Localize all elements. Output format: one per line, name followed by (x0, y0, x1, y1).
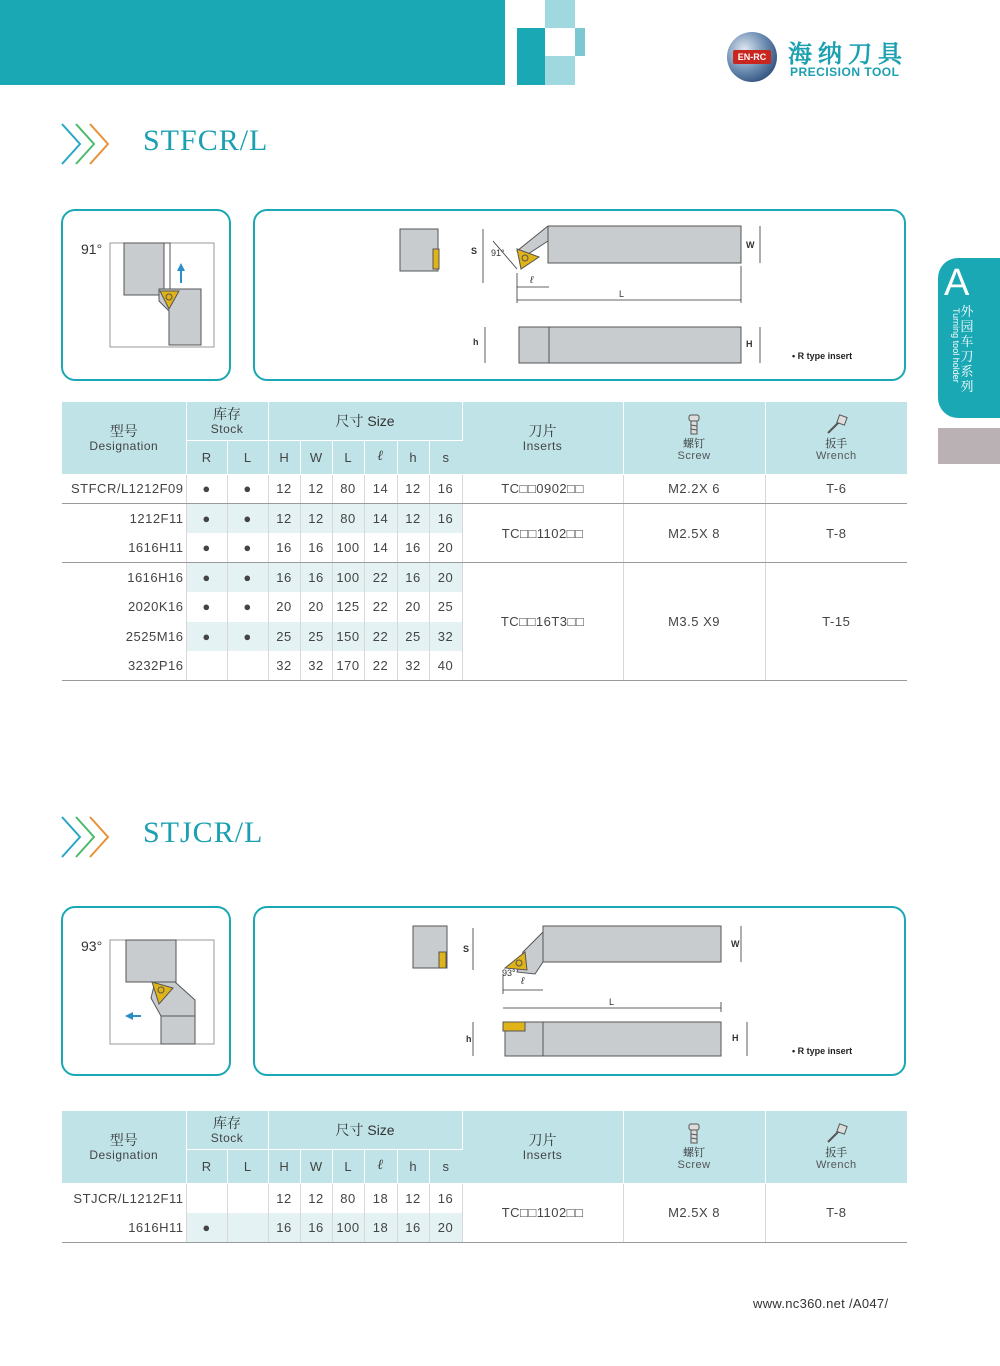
dim-label-s: S (463, 944, 470, 954)
dim-label-angle: 93° (502, 968, 516, 978)
header-deco-square (575, 28, 585, 56)
col-stock-l: L (227, 440, 268, 474)
header-band (0, 0, 505, 85)
col-dim-l: ℓ (364, 1149, 397, 1183)
screw-spec: M3.5 X9 (623, 563, 765, 681)
col-designation: 型号 Designation (62, 1111, 186, 1183)
angle-label: 91° (81, 241, 103, 257)
side-tab-en: Turning tool holder (951, 308, 961, 383)
wrench-icon (824, 1123, 848, 1145)
section-title: STJCR/L (143, 816, 264, 849)
col-screw: 螺钉 Screw (623, 1111, 765, 1183)
col-dim-s: s (429, 440, 462, 474)
screw-icon (686, 414, 702, 436)
table-row: 1616H11 ● ● 16 16 100 14 16 20 (62, 533, 907, 563)
side-tab-cn: 外园车刀系列 (960, 305, 974, 395)
col-dim-W: W (300, 1149, 332, 1183)
tool-drawing-box (253, 906, 906, 1076)
screw-icon (686, 1123, 702, 1145)
col-dim-s: s (429, 1149, 462, 1183)
col-screw: 螺钉 Screw (623, 402, 765, 474)
wrench-icon (824, 414, 848, 436)
screw-spec: M2.5X 8 (623, 1183, 765, 1242)
table-row: STJCR/L1212F11 12 12 80 18 12 16 TC□□1102□□ M2.5X 8 T-8 (62, 1183, 907, 1213)
header-deco-square (545, 56, 575, 85)
screw-spec: M2.2X 6 (623, 474, 765, 504)
col-inserts: 刀片 Inserts (462, 402, 623, 474)
col-dim-W: W (300, 440, 332, 474)
col-wrench: 扳手 Wrench (765, 402, 907, 474)
brand-name-en: PRECISION TOOL (790, 65, 900, 79)
spec-table (62, 1111, 907, 1243)
col-dim-H: H (268, 440, 300, 474)
table-row: STFCR/L1212F09 ● ● 12 12 80 14 12 16 TC□□0902□□ M2.2X 6 T-6 (62, 474, 907, 504)
dim-label-length: L (609, 997, 615, 1007)
footer-page-url: www.nc360.net /A047/ (753, 1296, 889, 1311)
angle-diagram (63, 908, 233, 1078)
dim-label-width: W (731, 939, 740, 949)
wrench-spec: T-6 (765, 474, 907, 504)
col-dim-H: H (268, 1149, 300, 1183)
dim-label-h-small: h (473, 337, 479, 347)
col-inserts: 刀片 Inserts (462, 1111, 623, 1183)
section-title: STFCR/L (143, 124, 269, 157)
angle-diagram (63, 211, 233, 383)
chevron-arrows-icon (58, 813, 118, 863)
insert-code: TC□□0902□□ (462, 474, 623, 504)
col-dim-L: L (332, 1149, 364, 1183)
dim-label-l-small: ℓ (530, 275, 534, 286)
col-stock: 库存 Stock (186, 402, 268, 440)
dim-label-height: H (746, 339, 753, 349)
chevron-arrows-icon (58, 120, 118, 170)
wrench-spec: T-8 (765, 1183, 907, 1242)
col-stock-l: L (227, 1149, 268, 1183)
col-size: 尺寸 Size (268, 1111, 462, 1149)
table-row: 1212F11 ● ● 12 12 80 14 12 16 TC□□1102□□ M2.5X 8 T-8 (62, 504, 907, 534)
col-stock-r: R (186, 1149, 227, 1183)
tool-drawing-box (253, 209, 906, 381)
col-dim-L: L (332, 440, 364, 474)
wrench-spec: T-15 (765, 563, 907, 681)
dim-label-angle: 91° (491, 248, 505, 258)
dim-label-height: H (732, 1033, 739, 1043)
col-stock-r: R (186, 440, 227, 474)
angle-diagram-box (61, 209, 231, 381)
insert-code: TC□□1102□□ (462, 1183, 623, 1242)
col-wrench: 扳手 Wrench (765, 1111, 907, 1183)
dim-label-length: L (619, 289, 625, 299)
company-logo-mark: EN-RC (733, 50, 771, 64)
insert-type-note: • R type insert (792, 351, 853, 361)
insert-code: TC□□16T3□□ (462, 563, 623, 681)
header-deco-square (517, 28, 545, 85)
spec-table (62, 402, 907, 681)
side-tab-letter: A (944, 262, 970, 304)
table-row: 1616H16 ● ● 16 16 100 22 16 20 TC□□16T3□□ M3.5 X9 T-15 (62, 563, 907, 593)
dim-label-s: S (471, 246, 478, 256)
dim-label-width: W (746, 240, 755, 250)
insert-code: TC□□1102□□ (462, 504, 623, 563)
col-stock: 库存 Stock (186, 1111, 268, 1149)
side-gray-tab (938, 428, 1000, 464)
insert-type-note: • R type insert (792, 1046, 853, 1056)
wrench-spec: T-8 (765, 504, 907, 563)
dim-label-h-small: h (466, 1034, 472, 1044)
col-dim-l: ℓ (364, 440, 397, 474)
angle-diagram-box (61, 906, 231, 1076)
table-row: 3232P16 32 32 170 22 32 40 (62, 651, 907, 681)
brand-name-cn: 海纳刀具 (788, 40, 908, 68)
dim-label-l-small: ℓ (521, 976, 525, 987)
table-row: 2525M16 ● ● 25 25 150 22 25 32 (62, 622, 907, 652)
col-size: 尺寸 Size (268, 402, 462, 440)
screw-spec: M2.5X 8 (623, 504, 765, 563)
header-deco-square (545, 0, 575, 28)
col-dim-h: h (397, 440, 429, 474)
table-row: 1616H11 ● 16 16 100 18 16 20 (62, 1213, 907, 1243)
col-dim-h: h (397, 1149, 429, 1183)
table-row: 2020K16 ● ● 20 20 125 22 20 25 (62, 592, 907, 622)
angle-label: 93° (81, 938, 103, 954)
col-designation: 型号 Designation (62, 402, 186, 474)
